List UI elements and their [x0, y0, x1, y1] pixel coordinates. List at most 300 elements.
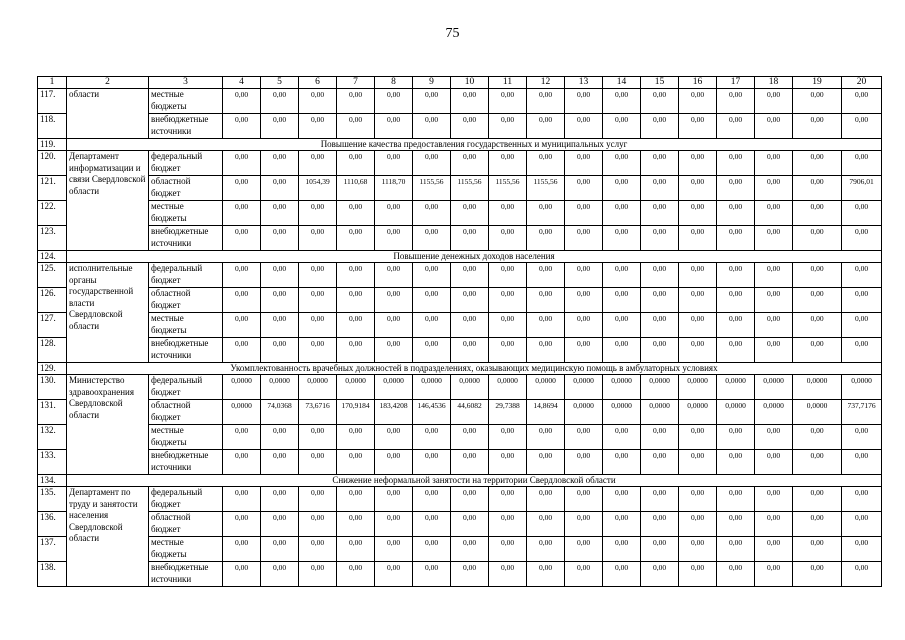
value-cell: 0,00 [755, 562, 793, 587]
value-cell: 0,00 [565, 562, 603, 587]
section-title: Повышение качества предоставления государственных и муниципальных услуг [67, 139, 882, 151]
table-row [38, 338, 882, 363]
value-cell: 0,00 [527, 226, 565, 251]
column-header: 3 [149, 77, 223, 89]
value-cell: 0,00 [299, 562, 337, 587]
value-cell: 0,00 [527, 450, 565, 475]
table-row [38, 263, 882, 288]
column-header: 12 [527, 77, 565, 89]
value-cell: 0,00 [527, 512, 565, 537]
value-cell: 0,00 [451, 487, 489, 512]
value-cell: 0,00 [793, 338, 842, 363]
value-cell: 0,00 [451, 151, 489, 176]
value-cell: 0,00 [223, 537, 261, 562]
value-cell: 0,00 [527, 487, 565, 512]
funding-source: областной бюджет [149, 400, 223, 425]
budget-table [37, 76, 882, 587]
column-header: 5 [261, 77, 299, 89]
column-header: 9 [413, 77, 451, 89]
value-cell: 0,00 [793, 450, 842, 475]
value-cell: 0,00 [679, 201, 717, 226]
value-cell: 0,00 [842, 512, 882, 537]
value-cell: 0,00 [641, 487, 679, 512]
value-cell: 0,00 [299, 226, 337, 251]
row-number: 127. [38, 313, 67, 338]
funding-source: федеральный бюджет [149, 151, 223, 176]
value-cell: 0,00 [842, 450, 882, 475]
value-cell: 0,00 [641, 537, 679, 562]
value-cell: 0,00 [375, 151, 413, 176]
value-cell: 0,00 [641, 562, 679, 587]
value-cell: 0,00 [717, 288, 755, 313]
value-cell: 0,00 [299, 89, 337, 114]
value-cell: 0,00 [755, 226, 793, 251]
column-header: 2 [67, 77, 149, 89]
value-cell: 0,00 [337, 450, 375, 475]
value-cell: 0,00 [793, 425, 842, 450]
value-cell: 0,00 [489, 151, 527, 176]
value-cell: 0,00 [413, 151, 451, 176]
section-title: Укомплектованность врачебных должностей в подразделениях, оказывающих медицинскую помощь в амбулаторных условиях [67, 363, 882, 375]
value-cell: 0,00 [717, 151, 755, 176]
value-cell: 0,00 [489, 537, 527, 562]
value-cell: 0,00 [679, 562, 717, 587]
value-cell: 0,00 [337, 201, 375, 226]
value-cell: 0,00 [717, 263, 755, 288]
value-cell: 0,00 [717, 425, 755, 450]
value-cell: 29,7388 [489, 400, 527, 425]
value-cell: 0,0000 [299, 375, 337, 400]
value-cell: 0,00 [565, 512, 603, 537]
value-cell: 0,0000 [603, 375, 641, 400]
value-cell: 0,00 [451, 512, 489, 537]
value-cell: 0,00 [565, 338, 603, 363]
value-cell: 0,00 [842, 226, 882, 251]
value-cell: 0,00 [793, 226, 842, 251]
value-cell: 0,00 [413, 114, 451, 139]
value-cell: 0,00 [261, 338, 299, 363]
value-cell: 0,00 [223, 450, 261, 475]
value-cell: 0,00 [375, 338, 413, 363]
value-cell: 0,00 [527, 288, 565, 313]
value-cell: 0,00 [299, 263, 337, 288]
value-cell: 0,00 [489, 338, 527, 363]
value-cell: 0,00 [261, 425, 299, 450]
value-cell: 0,00 [299, 338, 337, 363]
value-cell: 0,00 [375, 114, 413, 139]
row-number: 123. [38, 226, 67, 251]
value-cell: 0,00 [793, 114, 842, 139]
value-cell: 0,0000 [413, 375, 451, 400]
value-cell: 0,00 [679, 288, 717, 313]
value-cell: 0,00 [413, 450, 451, 475]
section-row [38, 363, 882, 375]
value-cell: 170,9184 [337, 400, 375, 425]
value-cell: 0,00 [413, 201, 451, 226]
value-cell: 0,00 [603, 89, 641, 114]
value-cell: 0,00 [451, 562, 489, 587]
value-cell: 0,00 [641, 512, 679, 537]
row-number: 131. [38, 400, 67, 425]
value-cell: 0,00 [337, 89, 375, 114]
value-cell: 0,00 [717, 537, 755, 562]
table-row [38, 313, 882, 338]
funding-source: внебюджетные источники [149, 562, 223, 587]
value-cell: 0,00 [755, 487, 793, 512]
value-cell: 0,00 [299, 288, 337, 313]
value-cell: 0,00 [755, 512, 793, 537]
value-cell: 0,00 [489, 288, 527, 313]
value-cell: 0,00 [755, 151, 793, 176]
table-row [38, 562, 882, 587]
section-number: 119. [38, 139, 67, 151]
value-cell: 0,00 [337, 338, 375, 363]
value-cell: 0,00 [527, 151, 565, 176]
value-cell: 0,00 [489, 89, 527, 114]
value-cell: 0,00 [375, 288, 413, 313]
value-cell: 0,00 [641, 114, 679, 139]
column-header: 8 [375, 77, 413, 89]
value-cell: 0,00 [603, 512, 641, 537]
row-number: 118. [38, 114, 67, 139]
value-cell: 0,00 [261, 201, 299, 226]
value-cell: 1155,56 [451, 176, 489, 201]
value-cell: 0,00 [261, 263, 299, 288]
value-cell: 0,00 [489, 450, 527, 475]
value-cell: 0,00 [603, 338, 641, 363]
value-cell: 0,0000 [337, 375, 375, 400]
value-cell: 0,0000 [489, 375, 527, 400]
row-number: 120. [38, 151, 67, 176]
value-cell: 0,00 [413, 487, 451, 512]
value-cell: 0,00 [842, 487, 882, 512]
value-cell: 0,00 [565, 89, 603, 114]
value-cell: 0,00 [793, 512, 842, 537]
value-cell: 183,4208 [375, 400, 413, 425]
value-cell: 0,00 [261, 562, 299, 587]
value-cell: 0,00 [641, 288, 679, 313]
value-cell: 0,00 [842, 114, 882, 139]
value-cell: 0,00 [603, 487, 641, 512]
value-cell: 0,00 [223, 487, 261, 512]
value-cell: 0,00 [451, 425, 489, 450]
row-number: 121. [38, 176, 67, 201]
value-cell: 0,00 [755, 338, 793, 363]
section-row [38, 475, 882, 487]
value-cell: 0,00 [299, 450, 337, 475]
value-cell: 0,00 [565, 176, 603, 201]
value-cell: 0,00 [603, 226, 641, 251]
value-cell: 0,0000 [565, 400, 603, 425]
value-cell: 0,00 [793, 313, 842, 338]
value-cell: 0,0000 [565, 375, 603, 400]
row-number: 135. [38, 487, 67, 512]
funding-source: внебюджетные источники [149, 338, 223, 363]
value-cell: 7906,01 [842, 176, 882, 201]
value-cell: 0,00 [793, 537, 842, 562]
value-cell: 0,00 [527, 201, 565, 226]
value-cell: 0,00 [755, 263, 793, 288]
value-cell: 0,00 [375, 487, 413, 512]
funding-source: областной бюджет [149, 176, 223, 201]
header-row [38, 77, 882, 89]
organization-cell: области [67, 89, 149, 139]
value-cell: 0,00 [641, 151, 679, 176]
value-cell: 0,00 [842, 288, 882, 313]
value-cell: 0,00 [842, 151, 882, 176]
column-header: 18 [755, 77, 793, 89]
value-cell: 0,00 [679, 89, 717, 114]
funding-source: местные бюджеты [149, 313, 223, 338]
value-cell: 0,00 [223, 562, 261, 587]
value-cell: 0,00 [679, 151, 717, 176]
value-cell: 0,00 [565, 450, 603, 475]
row-number: 125. [38, 263, 67, 288]
table-row [38, 288, 882, 313]
value-cell: 0,00 [565, 201, 603, 226]
value-cell: 0,00 [717, 114, 755, 139]
value-cell: 0,00 [337, 151, 375, 176]
value-cell: 0,0000 [223, 375, 261, 400]
value-cell: 0,00 [641, 313, 679, 338]
value-cell: 0,00 [451, 89, 489, 114]
column-header: 14 [603, 77, 641, 89]
value-cell: 0,00 [337, 425, 375, 450]
value-cell: 0,00 [223, 176, 261, 201]
value-cell: 0,00 [413, 425, 451, 450]
column-header: 17 [717, 77, 755, 89]
value-cell: 0,00 [413, 226, 451, 251]
value-cell: 0,00 [413, 512, 451, 537]
value-cell: 0,00 [842, 263, 882, 288]
section-row [38, 139, 882, 151]
table-row [38, 537, 882, 562]
value-cell: 0,00 [375, 263, 413, 288]
value-cell: 0,00 [413, 313, 451, 338]
value-cell: 0,00 [261, 89, 299, 114]
value-cell: 0,00 [755, 537, 793, 562]
value-cell: 1118,70 [375, 176, 413, 201]
table-row [38, 425, 882, 450]
value-cell: 0,00 [413, 263, 451, 288]
value-cell: 0,00 [717, 313, 755, 338]
value-cell: 0,00 [413, 288, 451, 313]
value-cell: 0,00 [565, 425, 603, 450]
value-cell: 0,00 [451, 226, 489, 251]
row-number: 133. [38, 450, 67, 475]
value-cell: 0,00 [793, 562, 842, 587]
value-cell: 0,00 [337, 512, 375, 537]
value-cell: 0,00 [565, 487, 603, 512]
value-cell: 0,00 [299, 114, 337, 139]
value-cell: 0,00 [717, 450, 755, 475]
value-cell: 0,00 [641, 338, 679, 363]
value-cell: 0,00 [793, 151, 842, 176]
value-cell: 0,00 [223, 201, 261, 226]
value-cell: 0,00 [489, 201, 527, 226]
funding-source: внебюджетные источники [149, 114, 223, 139]
value-cell: 146,4536 [413, 400, 451, 425]
value-cell: 0,00 [565, 537, 603, 562]
value-cell: 737,7176 [842, 400, 882, 425]
value-cell: 0,00 [375, 537, 413, 562]
page-number: 75 [445, 26, 460, 41]
column-header: 6 [299, 77, 337, 89]
value-cell: 0,00 [603, 263, 641, 288]
value-cell: 0,00 [375, 313, 413, 338]
organization-cell: Департамент информатизации и связи Свердловской области [67, 151, 149, 251]
value-cell: 0,00 [603, 176, 641, 201]
value-cell: 0,00 [842, 425, 882, 450]
value-cell: 0,00 [527, 89, 565, 114]
value-cell: 0,00 [842, 89, 882, 114]
value-cell: 0,00 [223, 512, 261, 537]
value-cell: 0,00 [261, 226, 299, 251]
table-row [38, 176, 882, 201]
value-cell: 0,00 [527, 562, 565, 587]
table-row [38, 375, 882, 400]
value-cell: 44,6082 [451, 400, 489, 425]
value-cell: 0,00 [793, 263, 842, 288]
value-cell: 0,00 [565, 288, 603, 313]
value-cell: 0,0000 [755, 400, 793, 425]
value-cell: 73,6716 [299, 400, 337, 425]
value-cell: 0,00 [375, 201, 413, 226]
value-cell: 0,00 [489, 512, 527, 537]
value-cell: 0,00 [451, 338, 489, 363]
value-cell: 0,00 [603, 450, 641, 475]
value-cell: 0,00 [223, 226, 261, 251]
value-cell: 0,00 [223, 114, 261, 139]
table-row [38, 226, 882, 251]
value-cell: 0,0000 [223, 400, 261, 425]
row-number: 137. [38, 537, 67, 562]
value-cell: 0,00 [413, 338, 451, 363]
value-cell: 0,00 [679, 487, 717, 512]
value-cell: 0,00 [717, 512, 755, 537]
value-cell: 0,00 [337, 487, 375, 512]
value-cell: 0,00 [679, 450, 717, 475]
row-number: 117. [38, 89, 67, 114]
value-cell: 0,00 [565, 114, 603, 139]
value-cell: 1110,68 [337, 176, 375, 201]
value-cell: 0,00 [451, 201, 489, 226]
value-cell: 0,00 [755, 114, 793, 139]
value-cell: 0,0000 [679, 400, 717, 425]
value-cell: 0,00 [755, 176, 793, 201]
value-cell: 0,00 [299, 537, 337, 562]
value-cell: 0,00 [527, 313, 565, 338]
value-cell: 0,00 [261, 512, 299, 537]
value-cell: 0,00 [337, 537, 375, 562]
value-cell: 0,00 [527, 114, 565, 139]
row-number: 130. [38, 375, 67, 400]
value-cell: 0,00 [527, 537, 565, 562]
value-cell: 0,00 [717, 176, 755, 201]
value-cell: 0,0000 [842, 375, 882, 400]
value-cell: 0,0000 [717, 400, 755, 425]
value-cell: 0,00 [641, 263, 679, 288]
value-cell: 0,00 [527, 263, 565, 288]
value-cell: 0,00 [603, 151, 641, 176]
value-cell: 0,00 [337, 114, 375, 139]
column-header: 1 [38, 77, 67, 89]
funding-source: областной бюджет [149, 288, 223, 313]
value-cell: 0,00 [299, 151, 337, 176]
section-title: Снижение неформальной занятости на территории Свердловской области [67, 475, 882, 487]
value-cell: 0,00 [527, 338, 565, 363]
value-cell: 0,0000 [603, 400, 641, 425]
funding-source: федеральный бюджет [149, 375, 223, 400]
row-number: 128. [38, 338, 67, 363]
value-cell: 0,00 [489, 114, 527, 139]
funding-source: внебюджетные источники [149, 226, 223, 251]
value-cell: 0,00 [679, 176, 717, 201]
value-cell: 0,00 [679, 114, 717, 139]
value-cell: 0,00 [489, 263, 527, 288]
value-cell: 0,00 [489, 313, 527, 338]
value-cell: 0,00 [261, 114, 299, 139]
value-cell: 0,00 [337, 313, 375, 338]
value-cell: 0,00 [842, 313, 882, 338]
table-row [38, 151, 882, 176]
column-header: 11 [489, 77, 527, 89]
table-row [38, 114, 882, 139]
value-cell: 0,00 [679, 537, 717, 562]
value-cell: 0,0000 [641, 400, 679, 425]
value-cell: 0,00 [793, 201, 842, 226]
value-cell: 0,00 [793, 176, 842, 201]
section-number: 129. [38, 363, 67, 375]
value-cell: 0,0000 [793, 400, 842, 425]
value-cell: 0,00 [261, 450, 299, 475]
value-cell: 0,00 [451, 450, 489, 475]
value-cell: 0,00 [641, 226, 679, 251]
value-cell: 0,00 [413, 562, 451, 587]
section-title: Повышение денежных доходов населения [67, 251, 882, 263]
row-number: 122. [38, 201, 67, 226]
value-cell: 0,00 [679, 338, 717, 363]
column-header: 16 [679, 77, 717, 89]
value-cell: 0,00 [717, 562, 755, 587]
value-cell: 1054,39 [299, 176, 337, 201]
value-cell: 0,00 [641, 176, 679, 201]
value-cell: 0,00 [603, 288, 641, 313]
value-cell: 0,00 [489, 226, 527, 251]
value-cell: 0,00 [489, 562, 527, 587]
value-cell: 0,00 [842, 537, 882, 562]
value-cell: 0,00 [223, 89, 261, 114]
value-cell: 0,00 [261, 176, 299, 201]
funding-source: внебюджетные источники [149, 450, 223, 475]
value-cell: 0,00 [451, 288, 489, 313]
value-cell: 0,00 [755, 425, 793, 450]
column-header: 19 [793, 77, 842, 89]
row-number: 136. [38, 512, 67, 537]
value-cell: 0,00 [375, 226, 413, 251]
value-cell: 0,00 [261, 313, 299, 338]
row-number: 126. [38, 288, 67, 313]
value-cell: 1155,56 [527, 176, 565, 201]
value-cell: 0,00 [223, 425, 261, 450]
value-cell: 0,00 [842, 562, 882, 587]
table-row [38, 512, 882, 537]
value-cell: 0,00 [842, 201, 882, 226]
value-cell: 0,00 [451, 263, 489, 288]
value-cell: 0,00 [717, 338, 755, 363]
value-cell: 0,00 [375, 562, 413, 587]
value-cell: 0,0000 [793, 375, 842, 400]
